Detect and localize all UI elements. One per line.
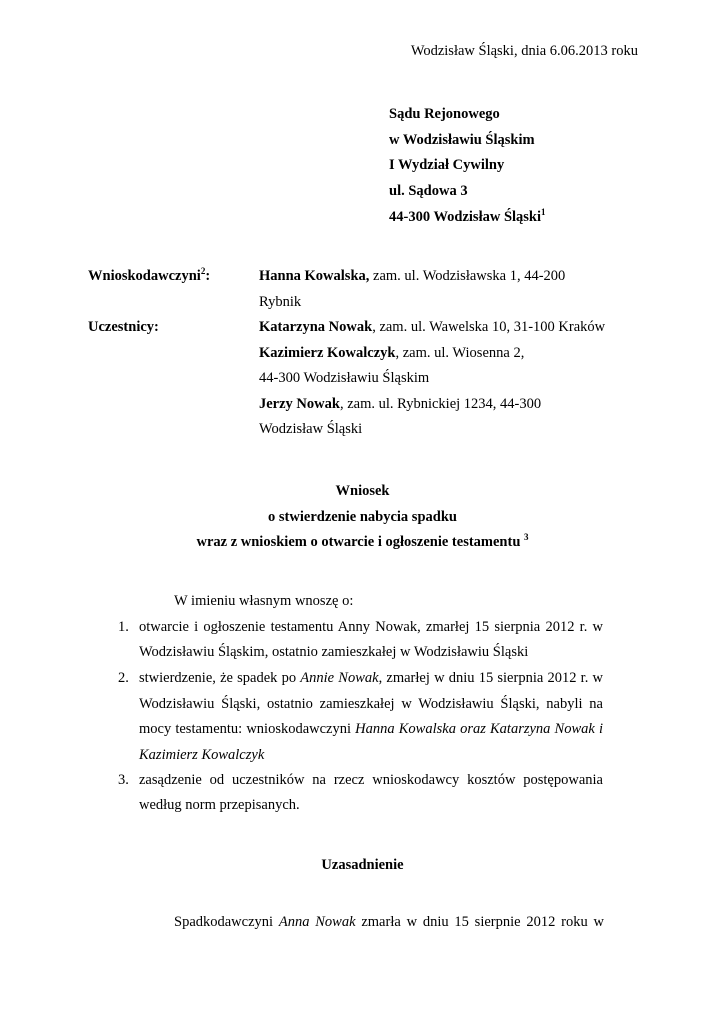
participant-3-address-cont: Wodzisław Śląski xyxy=(259,421,363,437)
court-line: I Wydział Cywilny xyxy=(389,157,505,174)
list-line xyxy=(139,721,603,738)
participants-label: Uczestnicy: xyxy=(88,319,159,335)
court-address xyxy=(389,106,546,234)
court-line: w Wodzisławiu Śląskim xyxy=(389,131,535,148)
request-intro: W imieniu własnym wnoszę o: xyxy=(174,593,354,609)
list-line: zasądzenie od uczestników na rzecz wnioskodawcy kosztów postępowania xyxy=(139,772,603,788)
participant-address: , zam. ul. Rybnickiej 1234, 44-300 xyxy=(339,396,542,412)
court-city: 44-300 Wodzisław Śląski xyxy=(389,208,542,225)
footnote-marker: 3 xyxy=(524,532,529,543)
text-run: mocy testamentu: wnioskodawczyni xyxy=(139,721,356,737)
deceased-name: Annie Nowak xyxy=(300,670,379,686)
participant-address: , zam. ul. Wiosenna 2, xyxy=(395,345,525,361)
document-subtitle xyxy=(0,534,725,551)
applicant-address-cont: Rybnik xyxy=(259,294,302,310)
applicant-label xyxy=(88,268,210,285)
subtitle-text: wraz z wnioskiem o otwarcie i ogłoszenie testamentu xyxy=(196,534,525,550)
applicant-label-text: Wnioskodawczyni xyxy=(88,268,201,284)
label-colon: : xyxy=(205,268,211,284)
court-line: ul. Sądowa 3 xyxy=(389,183,468,200)
participant-2 xyxy=(259,345,524,362)
text-run: zmarła w dniu 15 sierpnie 2012 roku w xyxy=(355,914,605,930)
participant-1 xyxy=(259,319,605,336)
document-title: Wniosek xyxy=(335,483,390,499)
deceased-name: Anna Nowak xyxy=(278,914,356,930)
reasoning-paragraph xyxy=(174,914,604,931)
heirs-names: Hanna Kowalska oraz Katarzyna Nowak i xyxy=(355,721,603,737)
list-line: Wodzisławiu Śląski, ostatnio zamieszkałej w Wodzisławiu Śląski, nabyli na xyxy=(139,695,603,712)
applicant-address: zam. ul. Wodzisławska 1, 44-200 xyxy=(369,268,566,284)
section-heading: Uzasadnienie xyxy=(321,857,404,873)
participant-name: Katarzyna Nowak xyxy=(259,319,373,335)
court-line xyxy=(389,206,546,235)
list-line xyxy=(139,670,603,687)
participant-name: Kazimierz Kowalczyk xyxy=(259,345,396,361)
applicant-line xyxy=(259,268,565,285)
participant-3 xyxy=(259,396,541,413)
participant-address: , zam. ul. Wawelska 10, 31-100 Kraków xyxy=(372,319,606,335)
list-line: Kazimierz Kowalczyk xyxy=(139,746,265,763)
footnote-marker: 2 xyxy=(200,266,206,277)
document-subtitle: o stwierdzenie nabycia spadku xyxy=(268,509,457,525)
footnote-marker: 1 xyxy=(541,206,546,217)
applicant-name: Hanna Kowalska, xyxy=(259,268,370,284)
place-date: Wodzisław Śląski, dnia 6.06.2013 roku xyxy=(410,43,638,59)
court-line: Sądu Rejonowego xyxy=(389,106,500,122)
text-run: stwierdzenie, że spadek po xyxy=(139,670,301,686)
list-number: 2. xyxy=(118,670,129,686)
participant-name: Jerzy Nowak xyxy=(259,396,340,412)
list-number: 1. xyxy=(118,619,129,635)
text-run: , zmarłej w dniu 15 sierpnia 2012 r. w xyxy=(378,670,603,686)
list-line: Wodzisławiu Śląskim, ostatnio zamieszkałej w Wodzisławiu Śląski xyxy=(139,644,529,660)
text-run: Spadkodawczyni xyxy=(174,914,279,930)
participant-2-address-cont: 44-300 Wodzisławiu Śląskim xyxy=(259,370,430,386)
list-number: 3. xyxy=(118,772,129,788)
list-line: według norm przepisanych. xyxy=(139,797,300,813)
list-line: otwarcie i ogłoszenie testamentu Anny Nowak, zmarłej 15 sierpnia 2012 r. w xyxy=(139,619,603,635)
